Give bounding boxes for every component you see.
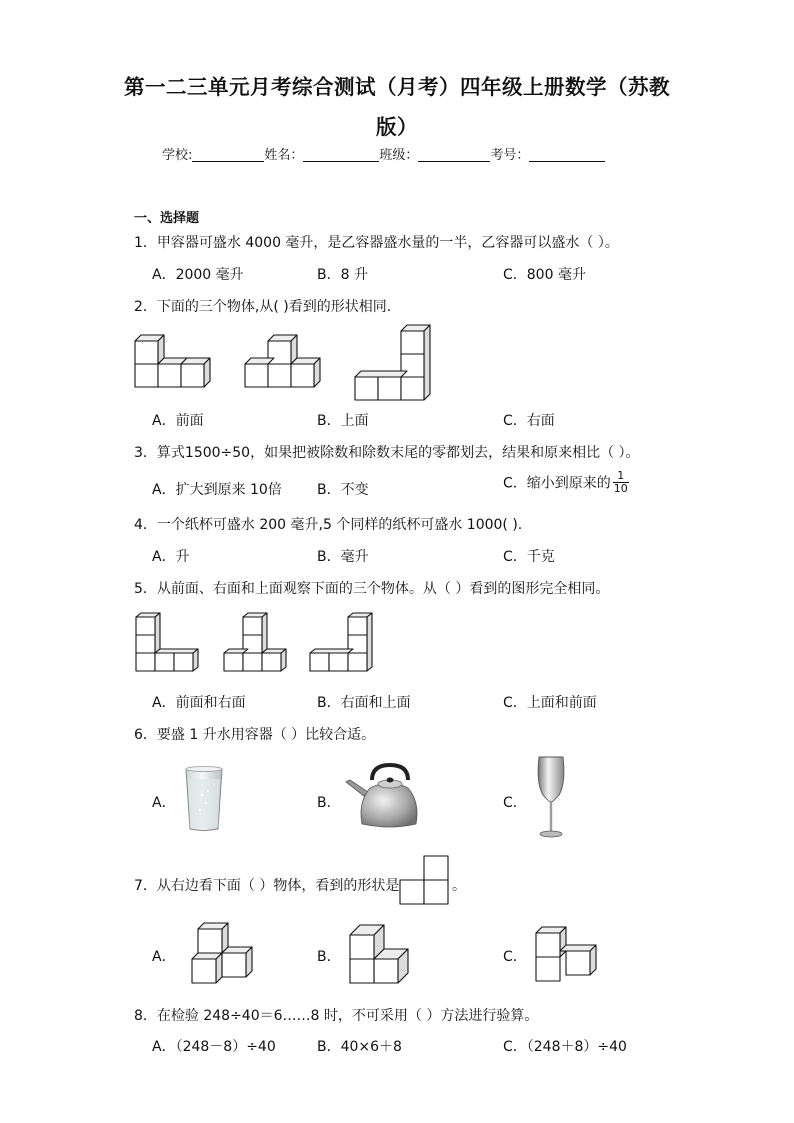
q2-option-b[interactable]: B．上面 bbox=[317, 413, 369, 429]
q6-option-c[interactable]: C． bbox=[503, 795, 527, 811]
question-3: 3．算式1500÷50，如果把被除数和除数末尾的零都划去，结果和原来相比（ ）。 bbox=[134, 445, 640, 461]
q7-figure-b bbox=[346, 918, 416, 990]
q4-option-a[interactable]: A．升 bbox=[152, 549, 190, 565]
q2-figure-2 bbox=[240, 330, 330, 390]
question-7 bbox=[134, 875, 399, 895]
q7-right-view-figure bbox=[398, 854, 452, 906]
q8-option-a[interactable]: A．（248－8）÷40 bbox=[152, 1039, 276, 1055]
q1-option-a[interactable]: A．2000 毫升 bbox=[152, 267, 244, 283]
q5-option-b[interactable]: B．右面和上面 bbox=[317, 695, 411, 711]
kettle-icon[interactable] bbox=[344, 762, 420, 830]
number-label: 考号： bbox=[490, 148, 530, 163]
q8-option-c[interactable]: C．（248＋8）÷40 bbox=[503, 1039, 627, 1055]
q3-option-c[interactable] bbox=[503, 470, 629, 495]
q3-option-b[interactable]: B．不变 bbox=[317, 482, 369, 498]
q4-option-b[interactable]: B．毫升 bbox=[317, 549, 369, 565]
fraction-one-tenth: $\frac{1}{10}$ bbox=[613, 469, 628, 495]
question-8: 8．在检验 248÷40＝6……8 时，不可采用（ ）方法进行验算。 bbox=[134, 1008, 539, 1024]
q3-option-c-label: C．缩小到原来的 bbox=[503, 475, 611, 492]
q2-figure-1 bbox=[130, 330, 220, 390]
q6-option-a[interactable]: A． bbox=[152, 795, 176, 811]
question-5: 5．从前面、右面和上面观察下面的三个物体。从（ ）看到的图形完全相同。 bbox=[134, 581, 610, 597]
q6-option-b[interactable]: B． bbox=[317, 795, 341, 811]
wine-glass-icon[interactable] bbox=[533, 755, 569, 841]
q1-option-c[interactable]: C．800 毫升 bbox=[503, 267, 586, 283]
q7-figure-c bbox=[532, 922, 602, 982]
question-4: 4．一个纸杯可盛水 200 毫升,5 个同样的纸杯可盛水 1000( ). bbox=[134, 517, 523, 533]
q3-option-a[interactable]: A．扩大到原来 10倍 bbox=[152, 482, 282, 498]
name-label: 姓名： bbox=[264, 148, 304, 163]
question-7-text: 7．从右边看下面（ ）物体，看到的形状是 bbox=[134, 878, 400, 894]
q2-figure-3 bbox=[355, 322, 445, 402]
page-title-continued: 版） bbox=[376, 115, 418, 139]
water-glass-icon[interactable] bbox=[184, 765, 224, 833]
q2-option-a[interactable]: A．前面 bbox=[152, 413, 204, 429]
q5-figure-1 bbox=[132, 612, 202, 674]
q7-option-b[interactable]: B． bbox=[317, 949, 341, 965]
q8-option-b[interactable]: B．40×6＋8 bbox=[317, 1039, 402, 1055]
q7-option-a[interactable]: A． bbox=[152, 949, 176, 965]
q7-option-c[interactable]: C． bbox=[503, 949, 527, 965]
page-title: 第一二三单元月考综合测试（月考）四年级上册数学（苏教 bbox=[124, 75, 670, 99]
question-7-end: 。 bbox=[452, 878, 466, 894]
q5-option-c[interactable]: C．上面和前面 bbox=[503, 695, 597, 711]
student-info bbox=[162, 144, 605, 163]
number-field[interactable] bbox=[529, 147, 605, 162]
question-2: 2．下面的三个物体,从( )看到的形状相同. bbox=[134, 299, 392, 315]
question-1: 1．甲容器可盛水 4000 毫升，是乙容器盛水量的一半，乙容器可以盛水（ ）。 bbox=[134, 235, 619, 251]
name-field[interactable] bbox=[303, 147, 379, 162]
q4-option-c[interactable]: C．千克 bbox=[503, 549, 555, 565]
q5-figure-2 bbox=[220, 612, 290, 674]
school-field[interactable] bbox=[192, 147, 264, 162]
q5-option-a[interactable]: A．前面和右面 bbox=[152, 695, 246, 711]
section-heading: 一、选择题 bbox=[134, 211, 200, 226]
school-label: 学校: bbox=[162, 148, 193, 163]
q1-option-b[interactable]: B．8 升 bbox=[317, 267, 368, 283]
q5-figure-3 bbox=[306, 612, 376, 674]
question-6: 6．要盛 1 升水用容器（ ）比较合适。 bbox=[134, 727, 376, 743]
class-label: 班级： bbox=[379, 148, 419, 163]
q2-option-c[interactable]: C．右面 bbox=[503, 413, 555, 429]
class-field[interactable] bbox=[418, 147, 490, 162]
q7-figure-a bbox=[188, 918, 258, 986]
